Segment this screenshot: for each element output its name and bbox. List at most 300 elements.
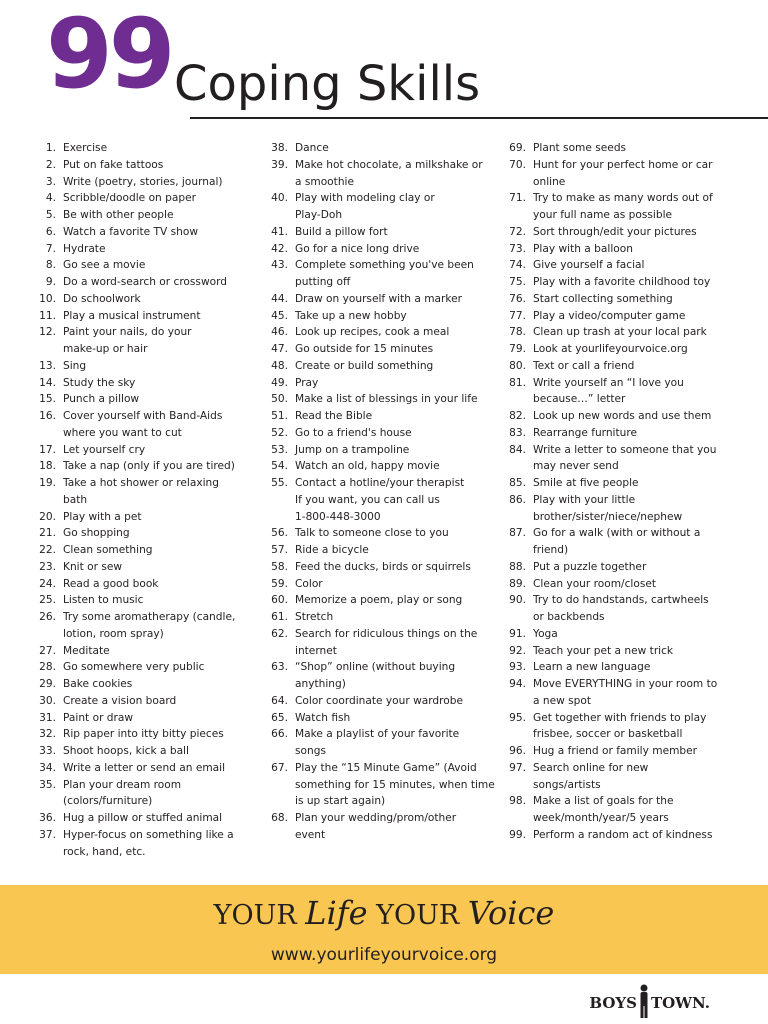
item-line: Watch a favorite TV show bbox=[63, 225, 198, 238]
item-number: 63. bbox=[271, 661, 288, 674]
item-number: 20. bbox=[39, 510, 56, 523]
item-label bbox=[533, 525, 740, 559]
item-line: Look up recipes, cook a meal bbox=[295, 326, 450, 339]
item-number: 17. bbox=[39, 443, 56, 456]
list-column-3 bbox=[500, 140, 740, 844]
item-label bbox=[63, 207, 260, 224]
item-label bbox=[63, 358, 260, 375]
list-item bbox=[262, 458, 498, 475]
item-number: 65. bbox=[271, 711, 288, 724]
item-label bbox=[63, 676, 260, 693]
list-item bbox=[30, 609, 260, 643]
list-item bbox=[262, 224, 498, 241]
item-label bbox=[63, 760, 260, 777]
item-number: 6. bbox=[45, 225, 56, 238]
item-label bbox=[533, 592, 740, 626]
list-item bbox=[500, 475, 740, 492]
item-line: Draw on yourself with a marker bbox=[295, 292, 462, 305]
item-line: Plant some seeds bbox=[533, 142, 627, 154]
item-number: 4. bbox=[45, 192, 56, 205]
item-number: 89. bbox=[509, 577, 526, 590]
item-line: Study the sky bbox=[63, 376, 136, 389]
item-line: frisbee, soccer or basketball bbox=[533, 728, 683, 741]
item-line: Put a puzzle together bbox=[533, 560, 647, 573]
item-label bbox=[63, 542, 260, 559]
item-line: Hyper-focus on something like a bbox=[63, 828, 234, 841]
item-label bbox=[63, 509, 260, 526]
list-item bbox=[262, 308, 498, 325]
item-number: 51. bbox=[271, 410, 288, 422]
item-label bbox=[63, 190, 260, 207]
item-number: 13. bbox=[39, 359, 56, 372]
item-number: 59. bbox=[271, 577, 288, 590]
item-number: 15. bbox=[39, 393, 56, 406]
list-item bbox=[262, 609, 498, 626]
item-number: 68. bbox=[271, 812, 288, 824]
item-number: 81. bbox=[509, 376, 526, 389]
item-label bbox=[533, 659, 740, 676]
item-number: 9. bbox=[45, 276, 56, 288]
item-number: 96. bbox=[509, 745, 526, 757]
item-line: Complete something you've been bbox=[295, 259, 474, 272]
item-number: 94. bbox=[509, 678, 526, 690]
item-label bbox=[295, 157, 498, 191]
item-number: 14. bbox=[39, 376, 56, 389]
item-line: Paint or draw bbox=[63, 711, 134, 724]
item-line: bath bbox=[63, 493, 88, 506]
item-label bbox=[533, 710, 740, 744]
item-number: 92. bbox=[509, 644, 526, 657]
item-line: Go for a walk (with or without a bbox=[533, 527, 701, 540]
item-number: 28. bbox=[39, 661, 56, 674]
list-item bbox=[262, 626, 498, 660]
item-label bbox=[295, 140, 498, 157]
item-line: may never send bbox=[533, 460, 619, 473]
item-line: Punch a pillow bbox=[63, 393, 140, 406]
item-number: 67. bbox=[271, 761, 288, 774]
item-line: Play a musical instrument bbox=[63, 309, 201, 322]
list-item bbox=[262, 157, 498, 191]
item-label bbox=[295, 525, 498, 542]
item-line: Try to do handstands, cartwheels bbox=[533, 594, 709, 607]
item-label bbox=[295, 760, 498, 810]
list-item bbox=[30, 693, 260, 710]
list-item bbox=[262, 760, 498, 810]
list-item bbox=[30, 190, 260, 207]
item-number: 87. bbox=[509, 527, 526, 540]
item-label bbox=[533, 576, 740, 593]
item-line: a smoothie bbox=[295, 175, 354, 188]
list-item bbox=[262, 408, 498, 425]
item-number: 77. bbox=[509, 309, 526, 322]
item-label bbox=[63, 559, 260, 576]
item-number: 91. bbox=[509, 627, 526, 640]
list-item bbox=[500, 643, 740, 660]
item-label bbox=[533, 676, 740, 710]
item-number: 97. bbox=[509, 761, 526, 774]
brand-wordmark bbox=[0, 894, 768, 932]
item-number: 75. bbox=[509, 276, 526, 288]
item-line: make-up or hair bbox=[63, 343, 148, 355]
item-line: Try to make as many words out of bbox=[533, 192, 713, 205]
item-line: Look at yourlifeyourvoice.org bbox=[533, 343, 688, 355]
item-label bbox=[533, 274, 740, 291]
item-label bbox=[533, 358, 740, 375]
item-label bbox=[295, 559, 498, 576]
item-line: rock, hand, etc. bbox=[63, 845, 146, 858]
list-item bbox=[262, 475, 498, 525]
list-item bbox=[500, 241, 740, 258]
page-title: Coping Skills bbox=[174, 56, 481, 112]
item-number: 25. bbox=[39, 594, 56, 607]
title-number: 99 bbox=[46, 0, 172, 110]
item-line: Pray bbox=[295, 376, 319, 389]
list-item bbox=[30, 810, 260, 827]
item-line: Search online for new bbox=[533, 761, 649, 774]
item-label bbox=[295, 224, 498, 241]
item-number: 12. bbox=[39, 326, 56, 339]
item-label bbox=[295, 626, 498, 660]
list-item bbox=[500, 408, 740, 425]
list-item bbox=[30, 324, 260, 358]
list-item bbox=[500, 559, 740, 576]
list-item bbox=[30, 726, 260, 743]
list-item bbox=[30, 391, 260, 408]
item-number: 47. bbox=[271, 343, 288, 355]
item-number: 76. bbox=[509, 292, 526, 305]
item-line: Make hot chocolate, a milkshake or bbox=[295, 158, 483, 171]
item-number: 2. bbox=[45, 158, 56, 171]
item-number: 53. bbox=[271, 443, 288, 456]
boys-town-logo bbox=[589, 984, 710, 1022]
item-number: 27. bbox=[39, 644, 56, 657]
item-line: Put on fake tattoos bbox=[63, 158, 164, 171]
item-line: where you want to cut bbox=[63, 426, 182, 439]
item-number: 48. bbox=[271, 359, 288, 372]
item-line: Go to a friend's house bbox=[295, 426, 412, 439]
item-line: Make a playlist of your favorite bbox=[295, 728, 460, 741]
item-number: 61. bbox=[271, 611, 288, 623]
item-label bbox=[295, 391, 498, 408]
item-line: Build a pillow fort bbox=[295, 225, 388, 238]
item-label bbox=[63, 576, 260, 593]
item-number: 98. bbox=[509, 795, 526, 808]
item-line: is up start again) bbox=[295, 795, 386, 808]
item-line: songs/artists bbox=[533, 778, 601, 791]
item-number: 41. bbox=[271, 225, 288, 238]
item-line: Knit or sew bbox=[63, 560, 123, 573]
brand-part-3: YOUR bbox=[376, 900, 460, 931]
item-label bbox=[63, 442, 260, 459]
item-line: week/month/year/5 years bbox=[533, 812, 669, 824]
item-line: Paint your nails, do your bbox=[63, 326, 192, 339]
item-number: 5. bbox=[45, 209, 56, 221]
item-line: (colors/furniture) bbox=[63, 795, 153, 808]
list-item bbox=[500, 190, 740, 224]
item-label bbox=[63, 458, 260, 475]
item-line: Write a letter to someone that you bbox=[533, 443, 717, 456]
list-item bbox=[500, 626, 740, 643]
list-item bbox=[500, 676, 740, 710]
footer-url[interactable]: www.yourlifeyourvoice.org bbox=[270, 945, 498, 965]
item-number: 83. bbox=[509, 426, 526, 439]
item-label bbox=[295, 458, 498, 475]
item-line: Perform a random act of kindness bbox=[533, 828, 713, 841]
list-item bbox=[500, 442, 740, 476]
item-number: 29. bbox=[39, 678, 56, 690]
item-number: 60. bbox=[271, 594, 288, 607]
item-label bbox=[533, 559, 740, 576]
item-label bbox=[533, 308, 740, 325]
list-item bbox=[500, 525, 740, 559]
list-item bbox=[30, 827, 260, 861]
item-line: Do schoolwork bbox=[63, 292, 141, 305]
item-line: friend) bbox=[533, 544, 569, 556]
list-item bbox=[500, 274, 740, 291]
item-label bbox=[533, 408, 740, 425]
item-label bbox=[533, 743, 740, 760]
item-label bbox=[63, 643, 260, 660]
item-line: event bbox=[295, 828, 326, 841]
brand-part-1: YOUR bbox=[213, 900, 297, 931]
list-item bbox=[30, 274, 260, 291]
item-number: 34. bbox=[39, 761, 56, 774]
item-number: 31. bbox=[39, 711, 56, 724]
item-number: 22. bbox=[39, 544, 56, 556]
item-label bbox=[533, 224, 740, 241]
item-line: Create a vision board bbox=[63, 694, 177, 707]
list-item bbox=[500, 425, 740, 442]
item-number: 54. bbox=[271, 460, 288, 473]
item-label bbox=[63, 140, 260, 157]
item-line: Exercise bbox=[63, 142, 108, 154]
item-line: Contact a hotline/your therapist bbox=[295, 477, 465, 489]
item-label bbox=[533, 241, 740, 258]
item-line: Sort through/edit your pictures bbox=[533, 225, 697, 238]
list-item bbox=[262, 291, 498, 308]
item-line: Play a video/computer game bbox=[533, 309, 686, 322]
item-label bbox=[63, 743, 260, 760]
item-label bbox=[63, 726, 260, 743]
item-number: 16. bbox=[39, 410, 56, 422]
item-number: 52. bbox=[271, 426, 288, 439]
item-number: 44. bbox=[271, 292, 288, 305]
item-line: Talk to someone close to you bbox=[295, 527, 449, 540]
item-number: 66. bbox=[271, 728, 288, 741]
item-line: Take up a new hobby bbox=[295, 309, 407, 322]
list-item bbox=[262, 341, 498, 358]
item-number: 88. bbox=[509, 560, 526, 573]
item-line: Ride a bicycle bbox=[295, 544, 369, 556]
item-line: Color coordinate your wardrobe bbox=[295, 694, 463, 707]
item-label bbox=[533, 425, 740, 442]
item-line: Jump on a trampoline bbox=[295, 443, 410, 456]
item-number: 3. bbox=[45, 175, 56, 188]
item-label bbox=[295, 710, 498, 727]
title-underline bbox=[190, 117, 768, 119]
item-line: Clean up trash at your local park bbox=[533, 326, 707, 339]
list-item bbox=[30, 442, 260, 459]
item-label bbox=[295, 425, 498, 442]
item-line: Play with a favorite childhood toy bbox=[533, 276, 711, 288]
list-item bbox=[30, 458, 260, 475]
item-label bbox=[63, 308, 260, 325]
item-label bbox=[63, 693, 260, 710]
item-number: 33. bbox=[39, 745, 56, 757]
item-label bbox=[295, 308, 498, 325]
item-number: 73. bbox=[509, 242, 526, 255]
list-item bbox=[500, 743, 740, 760]
list-item bbox=[30, 659, 260, 676]
item-line: Make a list of blessings in your life bbox=[295, 393, 478, 406]
item-number: 36. bbox=[39, 812, 56, 824]
list-item bbox=[262, 358, 498, 375]
item-line: Create or build something bbox=[295, 359, 434, 372]
item-number: 35. bbox=[39, 778, 56, 791]
item-line: Play the “15 Minute Game” (Avoid bbox=[295, 761, 477, 774]
item-label bbox=[63, 274, 260, 291]
item-number: 72. bbox=[509, 225, 526, 238]
item-label bbox=[63, 525, 260, 542]
item-number: 26. bbox=[39, 611, 56, 623]
item-line: Give yourself a facial bbox=[533, 259, 645, 272]
item-line: Teach your pet a new trick bbox=[533, 644, 674, 657]
item-number: 84. bbox=[509, 443, 526, 456]
item-label bbox=[295, 475, 498, 525]
item-number: 8. bbox=[45, 259, 56, 272]
item-number: 38. bbox=[271, 142, 288, 154]
item-label bbox=[63, 475, 260, 509]
list-item bbox=[30, 743, 260, 760]
item-number: 30. bbox=[39, 694, 56, 707]
list-item bbox=[500, 793, 740, 827]
item-line: Text or call a friend bbox=[533, 359, 635, 372]
item-label bbox=[295, 408, 498, 425]
item-line: Move EVERYTHING in your room to bbox=[533, 678, 718, 690]
item-label bbox=[533, 190, 740, 224]
list-item bbox=[500, 492, 740, 526]
item-number: 71. bbox=[509, 192, 526, 205]
item-number: 21. bbox=[39, 527, 56, 540]
item-number: 40. bbox=[271, 192, 288, 205]
item-label bbox=[295, 542, 498, 559]
item-line: Start collecting something bbox=[533, 292, 673, 305]
logo-text-left: BOYS bbox=[589, 994, 637, 1012]
item-line: Take a hot shower or relaxing bbox=[63, 477, 219, 489]
list-item bbox=[500, 592, 740, 626]
item-label bbox=[63, 291, 260, 308]
item-line: Yoga bbox=[533, 627, 558, 640]
item-label bbox=[295, 442, 498, 459]
item-line: Go outside for 15 minutes bbox=[295, 343, 434, 355]
item-number: 7. bbox=[45, 242, 56, 255]
item-line: songs bbox=[295, 745, 326, 757]
item-label bbox=[295, 257, 498, 291]
list-item bbox=[500, 224, 740, 241]
list-item bbox=[500, 358, 740, 375]
list-item bbox=[500, 827, 740, 844]
list-item bbox=[30, 676, 260, 693]
list-item bbox=[262, 659, 498, 693]
item-label bbox=[295, 358, 498, 375]
item-line: Try some aromatherapy (candle, bbox=[63, 611, 236, 623]
list-item bbox=[30, 224, 260, 241]
item-label bbox=[533, 626, 740, 643]
list-item bbox=[262, 710, 498, 727]
item-label bbox=[533, 475, 740, 492]
item-line: Read the Bible bbox=[295, 410, 373, 422]
item-line: Let yourself cry bbox=[63, 443, 146, 456]
item-label bbox=[295, 324, 498, 341]
item-line: Look up new words and use them bbox=[533, 410, 712, 422]
item-line: online bbox=[533, 175, 566, 188]
item-label bbox=[295, 693, 498, 710]
item-line: Search for ridiculous things on the bbox=[295, 627, 478, 640]
item-line: Do a word-search or crossword bbox=[63, 276, 227, 288]
item-number: 1. bbox=[45, 142, 56, 154]
item-label bbox=[63, 157, 260, 174]
item-number: 23. bbox=[39, 560, 56, 573]
brand-part-4: Voice bbox=[467, 894, 555, 932]
item-line: Stretch bbox=[295, 611, 334, 623]
item-line: Smile at five people bbox=[533, 477, 639, 489]
item-line: Take a nap (only if you are tired) bbox=[63, 460, 235, 473]
list-item bbox=[30, 525, 260, 542]
logo-text-right: TOWN. bbox=[650, 994, 710, 1012]
item-label bbox=[63, 224, 260, 241]
item-line: Clean something bbox=[63, 544, 153, 556]
item-label bbox=[63, 408, 260, 442]
item-line: or backbends bbox=[533, 611, 605, 623]
item-line: internet bbox=[295, 644, 337, 657]
item-number: 78. bbox=[509, 326, 526, 339]
item-label bbox=[63, 827, 260, 861]
item-line: Feed the ducks, birds or squirrels bbox=[295, 560, 471, 573]
item-number: 50. bbox=[271, 393, 288, 406]
item-line: Hunt for your perfect home or car bbox=[533, 158, 713, 171]
item-line: Rip paper into itty bitty pieces bbox=[63, 728, 224, 741]
item-number: 24. bbox=[39, 577, 56, 590]
list-item bbox=[262, 693, 498, 710]
item-number: 80. bbox=[509, 359, 526, 372]
item-number: 56. bbox=[271, 527, 288, 540]
item-line: Go for a nice long drive bbox=[295, 242, 420, 255]
item-line: Write a letter or send an email bbox=[63, 761, 226, 774]
item-number: 42. bbox=[271, 242, 288, 255]
list-column-2 bbox=[262, 140, 498, 844]
item-number: 43. bbox=[271, 259, 288, 272]
item-label bbox=[63, 241, 260, 258]
brand-part-2: Life bbox=[305, 894, 368, 932]
list-item bbox=[30, 576, 260, 593]
item-line: Color bbox=[295, 577, 323, 590]
list-item bbox=[500, 157, 740, 191]
item-line: 1-800-448-3000 bbox=[295, 510, 381, 523]
list-item bbox=[500, 375, 740, 409]
list-item bbox=[500, 576, 740, 593]
item-line: Read a good book bbox=[63, 577, 159, 590]
list-item bbox=[500, 291, 740, 308]
list-item bbox=[262, 525, 498, 542]
item-label bbox=[295, 190, 498, 224]
item-line: Play with a balloon bbox=[533, 242, 633, 255]
list-item bbox=[30, 408, 260, 442]
item-label bbox=[533, 375, 740, 409]
list-item bbox=[262, 375, 498, 392]
item-line: Memorize a poem, play or song bbox=[295, 594, 463, 607]
item-label bbox=[63, 257, 260, 274]
item-label bbox=[63, 710, 260, 727]
